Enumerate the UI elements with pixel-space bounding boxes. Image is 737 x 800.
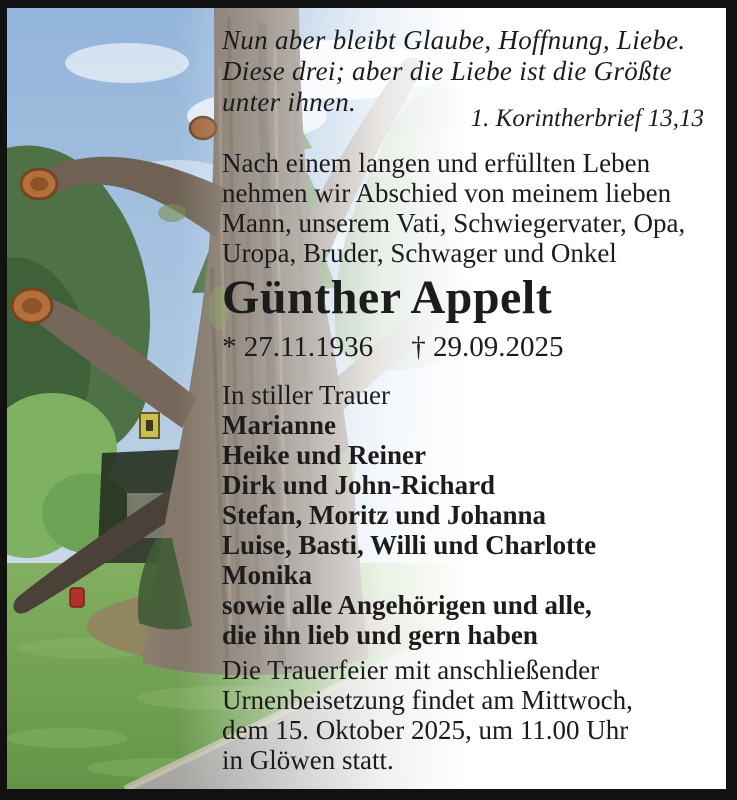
- mourning-intro: In stiller Trauer: [222, 380, 390, 410]
- cut-branch-mid-core: [22, 298, 42, 314]
- cut-stub-front: [190, 117, 216, 139]
- bible-quote: Nun aber bleibt Glaube, Hoffnung, Liebe. Diese drei; aber die Liebe ist die Größte unter ihnen.: [222, 25, 686, 117]
- life-dates: [222, 332, 714, 362]
- notice-text-column: [222, 8, 714, 789]
- funeral-info: Die Trauerfeier mit anschließender Urnenbeisetzung findet am Mittwoch, dem 15. Oktober 2025, um 11.00 Uhr in Glöwen statt.: [222, 655, 633, 775]
- intro-text: Nach einem langen und erfüllten Leben nehmen wir Abschied von meinem lieben Mann, unserem Vati, Schwiegervater, Opa, Uropa, Bruder, Schwager und Onkel: [222, 148, 686, 268]
- mourners-list: Marianne Heike und Reiner Dirk und John-Richard Stefan, Moritz und Johanna Luise, Basti, Willi und Charlotte Monika sowie alle Angehörigen und alle, die ihn lieb und gern haben: [222, 410, 597, 650]
- death-date: † 29.09.2025: [411, 331, 564, 363]
- cut-branch-upper-core: [30, 177, 48, 191]
- tree-tag: [140, 413, 159, 438]
- deceased-name: Günther Appelt: [222, 271, 553, 324]
- birth-date: * 27.11.1936: [222, 331, 374, 363]
- quote-attribution: 1. Korintherbrief 13,13: [470, 105, 704, 132]
- notice-paper: [7, 8, 726, 789]
